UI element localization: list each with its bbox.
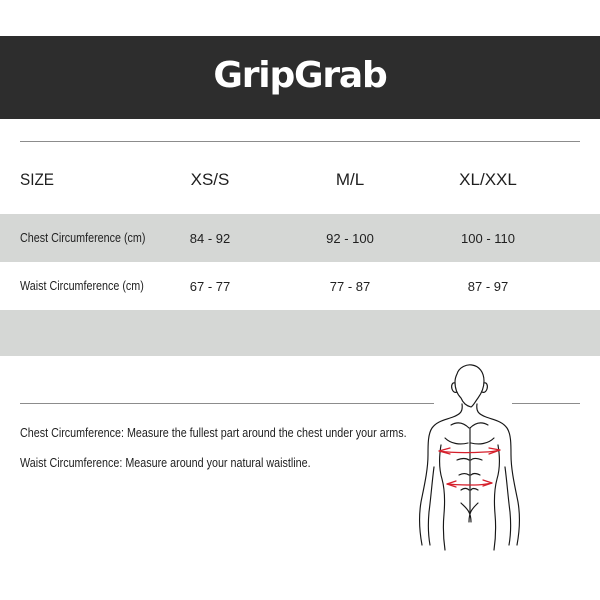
empty-table-row [0,310,600,356]
chest-value-xs-s: 84 - 92 [189,230,231,246]
waist-circumference-label: Waist Circumference (cm) [20,279,144,293]
chest-circumference-label: Chest Circumference (cm) [20,231,146,245]
chest-circumference-row [0,214,600,262]
waist-value-xl-xxl: 87 - 97 [467,278,509,294]
top-divider [20,141,580,142]
brand-header [0,36,600,119]
size-heading: SIZE [20,170,55,189]
waist-circumference-row [0,262,600,310]
measurement-divider-left [20,403,434,404]
waist-value-m-l: 77 - 87 [329,278,371,294]
waist-value-xs-s: 67 - 77 [189,278,231,294]
waist-measurement-instruction: Waist Circumference: Measure around your natural waistline. [20,456,311,470]
chest-measurement-instruction: Chest Circumference: Measure the fullest part around the chest under your arms. [20,426,407,440]
size-header-row [0,160,600,200]
size-m-l: M/L [335,170,365,189]
body-measurement-icon [414,364,526,550]
size-xs-s: XS/S [190,170,230,189]
chest-value-xl-xxl: 100 - 110 [461,230,515,246]
brand-logo-text: GripGrab [213,55,387,96]
size-xl-xxl: XL/XXL [459,170,517,189]
chest-value-m-l: 92 - 100 [326,230,374,246]
